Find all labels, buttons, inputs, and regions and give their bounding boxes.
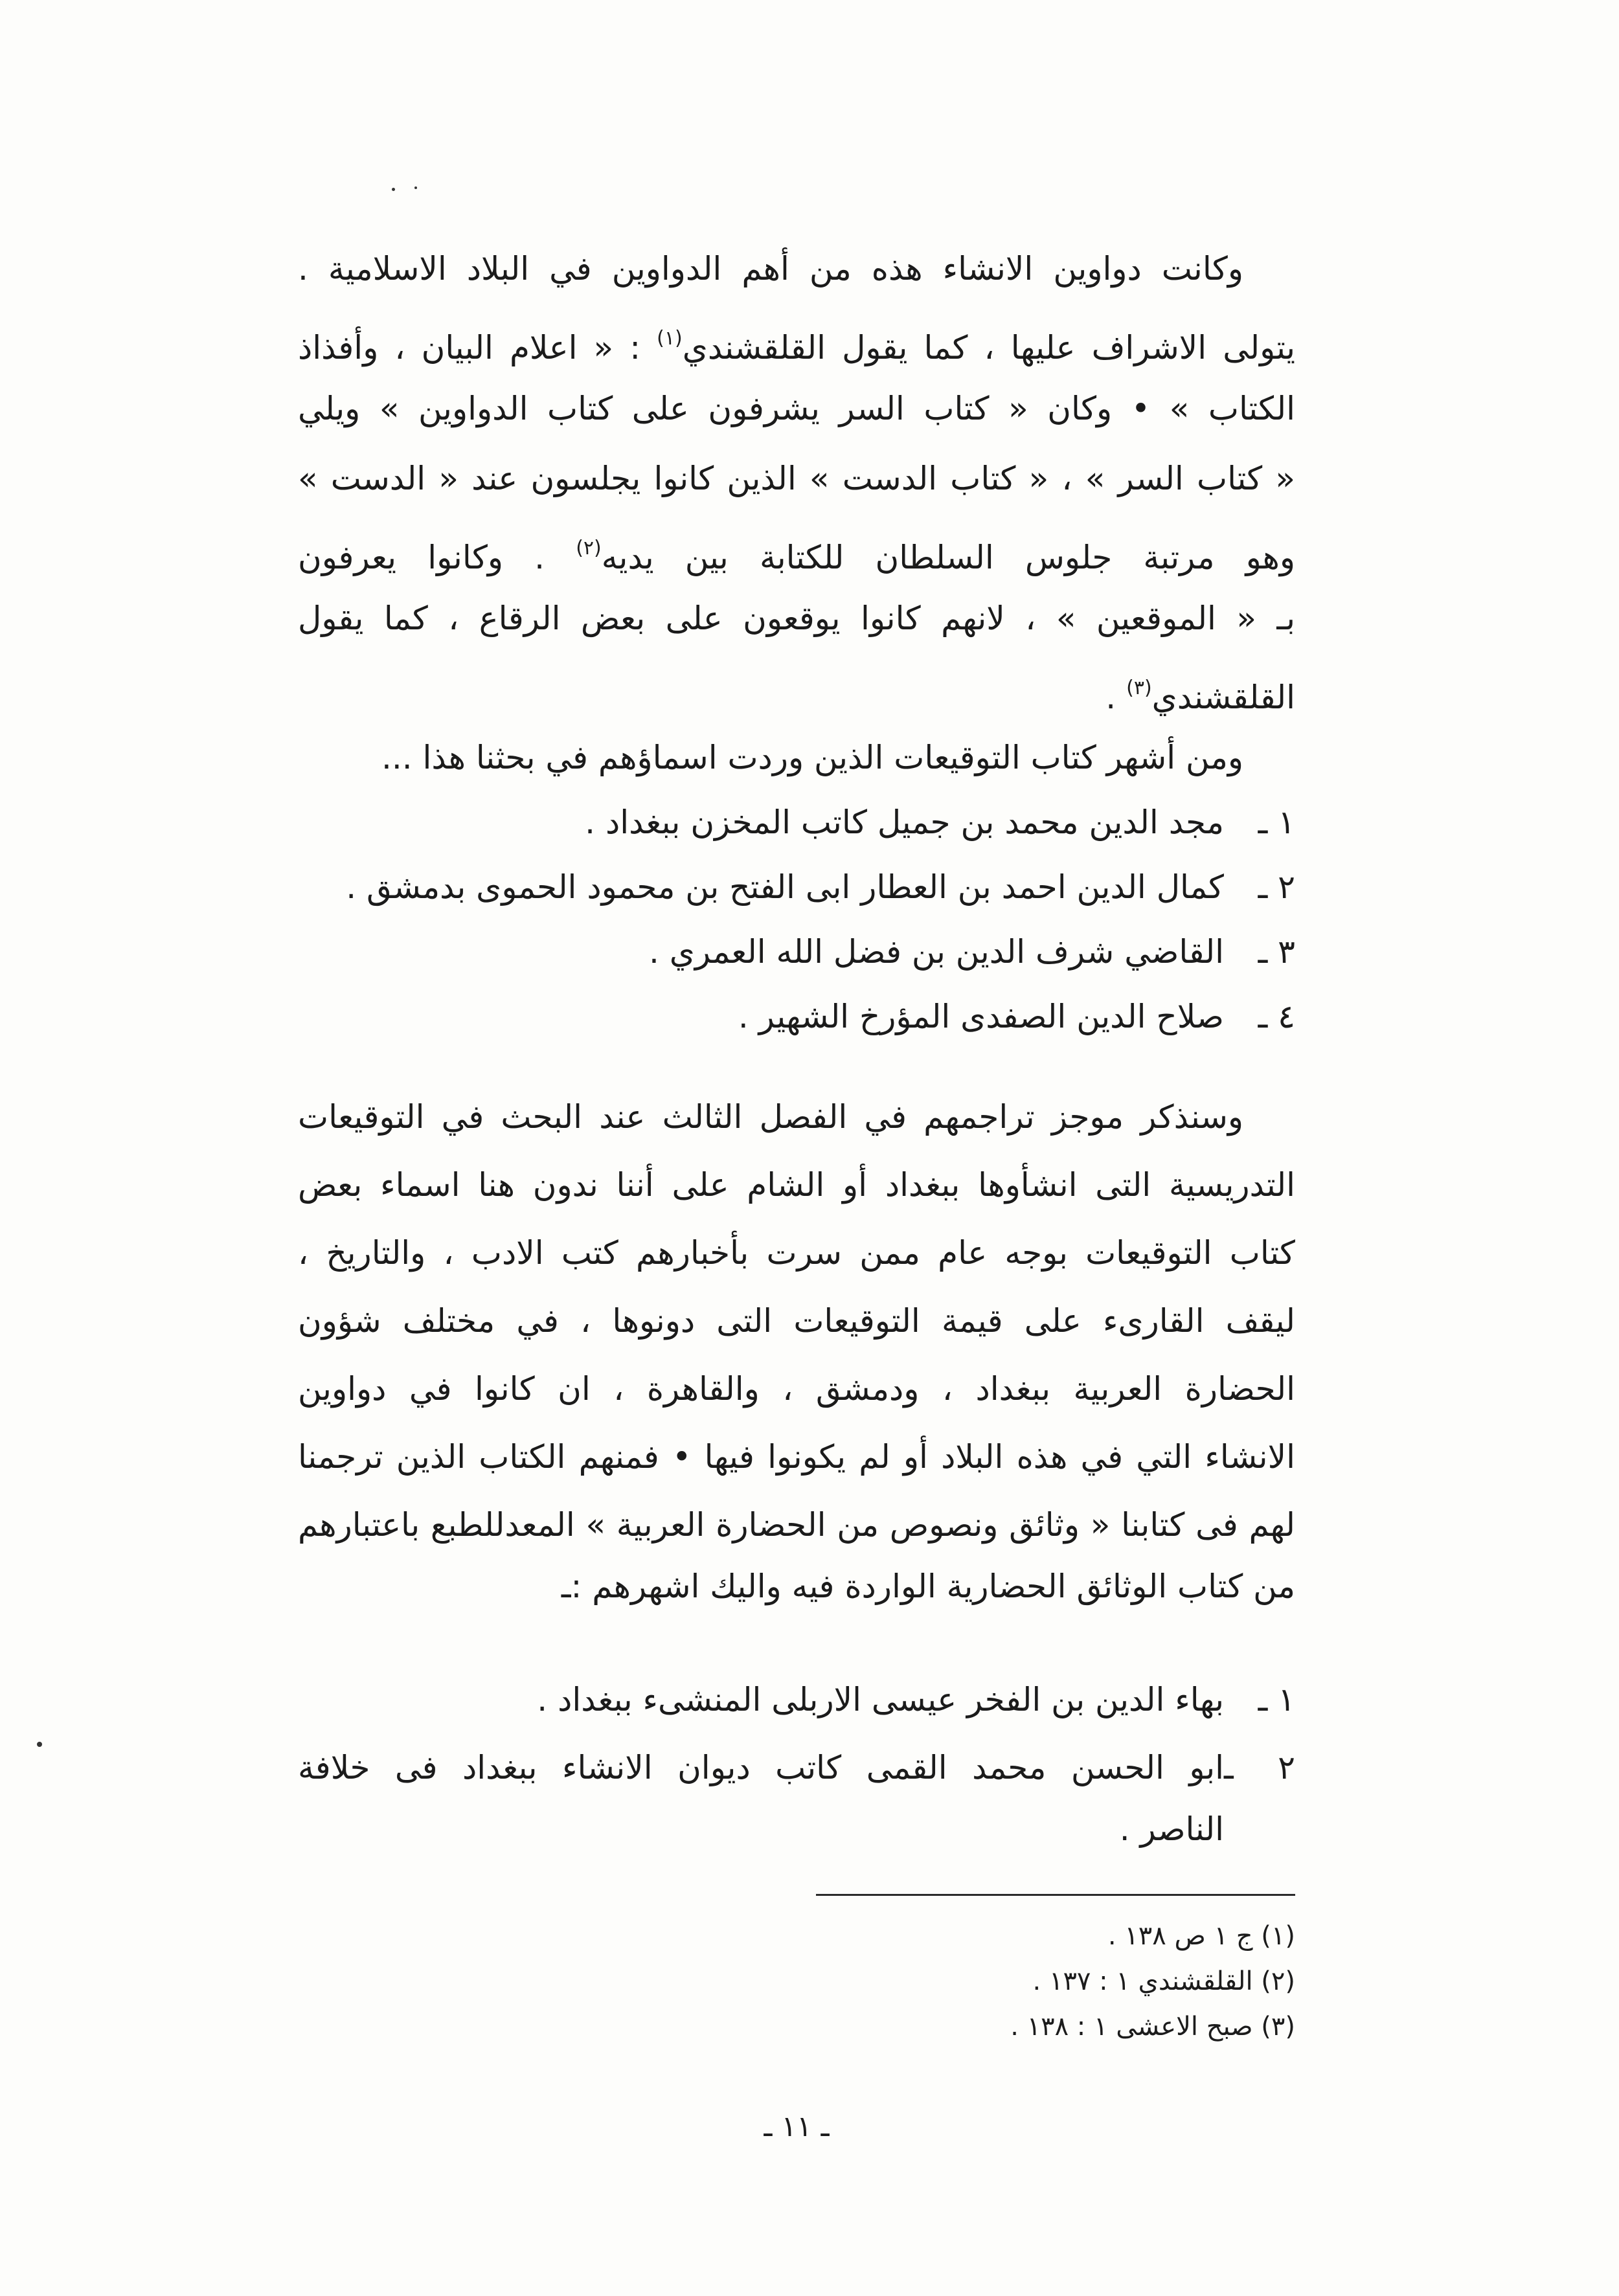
scan-speck	[37, 1742, 42, 1747]
text-line: ومن أشهر كتاب التوقيعات الذين وردت اسماؤهم في بحثنا هذا ...	[381, 739, 1243, 776]
paragraph-1	[298, 240, 1295, 719]
footnote-divider	[816, 1894, 1295, 1896]
text-line: يتولى الاشراف عليها ، كما يقول القلقشندي$^{(١)}$ : « اعلام البيان ، وأفذاذ	[298, 327, 1296, 366]
text-line: لهم فى كتابنا « وثائق ونصوص من الحضارة العربية » المعدللطبع باعتبارهم	[298, 1506, 1295, 1544]
list-item: ١ ـمجد الدين محمد بن جميل كاتب المخزن ببغداد .	[585, 804, 1295, 841]
text-line: وكانت دواوين الانشاء هذه من أهم الدواوين في البلاد الاسلامية .	[298, 250, 1243, 287]
text-line: الكتاب » • وكان « كتاب السر يشرفون على كتاب الدواوين » ويلي	[298, 390, 1295, 427]
text-line: « كتاب السر » ، « كتاب الدست » الذين كانوا يجلسون عند « الدست »	[298, 460, 1295, 497]
text-line: بـ « الموقعين » ، لانهم كانوا يوقعون على بعض الرقاع ، كما يقول	[298, 600, 1295, 637]
list-item: ٢ ـكمال الدين احمد بن العطار ابى الفتح بن محمود الحموى بدمشق .	[346, 868, 1295, 906]
list-item: ٣ ـالقاضي شرف الدين بن فضل الله العمري .	[648, 933, 1295, 971]
footnote-ref: (٣)	[1126, 677, 1152, 699]
text-line: الانشاء التي في هذه البلاد أو لم يكونوا فيها • فمنهم الكتاب الذين ترجمنا	[298, 1438, 1295, 1476]
text-line: كتاب التوقيعات بوجه عام ممن سرت بأخبارهم كتب الادب ، والتاريخ ،	[298, 1234, 1295, 1272]
text-line: ليقف القارىء على قيمة التوقيعات التى دونوها ، في مختلف شؤون	[298, 1302, 1295, 1340]
footnote-ref: (١)	[657, 327, 683, 350]
text-line: من كتاب الوثائق الحضارية الواردة فيه واليك اشهرهم :ـ	[561, 1568, 1295, 1605]
list-item: ٤ ـصلاح الدين الصفدى المؤرخ الشهير .	[738, 998, 1295, 1035]
footnote-ref: (٢)	[576, 537, 602, 559]
paragraph-4	[298, 1671, 1295, 1865]
scan-speck	[392, 188, 395, 191]
text-line: وهو مرتبة جلوس السلطان للكتابة بين يديه$^{(٢)}$ . وكانوا يعرفون	[298, 537, 1296, 576]
page-number: ـ ١١ ـ	[764, 2110, 830, 2143]
text-line: وسنذكر موجز تراجمهم في الفصل الثالث عند البحث في التوقيعات	[298, 1098, 1243, 1136]
list-item: ١ ـبهاء الدين بن الفخر عيسى الاربلى المنشىء ببغداد .	[537, 1681, 1295, 1718]
list-item: ٢ ـابو الحسن محمد القمى كاتب ديوان الانشاء ببغداد فى خلافة	[298, 1749, 1295, 1786]
text-line: القلقشندي$^{(٣)}$ .	[1105, 677, 1295, 716]
scan-speck	[414, 186, 417, 189]
list-item-continuation: الناصر .	[1119, 1810, 1224, 1848]
footnote: (٣) صبح الاعشى ١ : ١٣٨ .	[1010, 2012, 1295, 2042]
text-line: التدريسية التى انشأوها ببغداد أو الشام على أننا ندون هنا اسماء بعض	[298, 1166, 1295, 1204]
footnote: (٢) القلقشندي ١ : ١٣٧ .	[1032, 1966, 1295, 1996]
text-line: الحضارة العربية ببغداد ، ودمشق ، والقاهرة ، ان كانوا في دواوين	[298, 1370, 1295, 1408]
paragraph-2	[298, 728, 1295, 1078]
footnote: (١) ج ١ ص ١٣٨ .	[1107, 1921, 1295, 1951]
paragraph-3	[298, 1088, 1295, 1638]
